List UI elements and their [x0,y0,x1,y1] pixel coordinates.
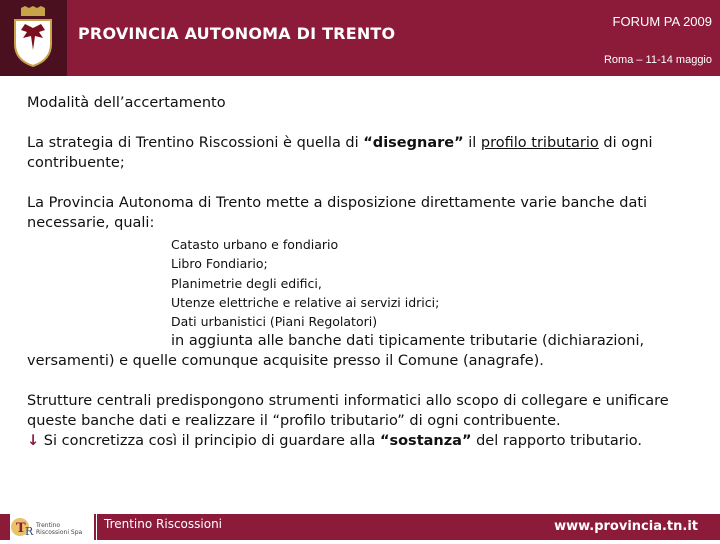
svg-text:Trentino: Trentino [36,522,61,529]
paragraph-conclusion [27,431,697,451]
list-item: Catasto urbano e fondiario [171,237,339,252]
paragraph-additional: in aggiunta alle banche dati tipicamente tributarie (dichiarazioni, versamenti) e quelle comunque acquisite presso il Comune (anagrafe). [27,333,645,370]
slide-content [27,93,697,451]
footer-website-link[interactable]: www.provincia.tn.it [554,519,698,534]
text-segment: del rapporto tributario. [471,433,642,450]
header-bar [0,0,720,76]
svg-text:Riscossioni Spa: Riscossioni Spa [36,529,83,536]
list-item: Libro Fondiario; [171,256,268,272]
emphasis-disegnare: “disegnare” [363,135,464,151]
svg-text:T: T [16,521,26,536]
emphasis-sostanza: “sostanza” [379,433,472,450]
organization-name: PROVINCIA AUTONOMA DI TRENTO [78,24,396,43]
underlined-profilo-tributario: profilo tributario [480,135,599,151]
paragraph-databases: La Provincia Autonoma di Trento mette a disposizione direttamente varie banche dati necessarie, quali: [27,195,648,231]
text-segment: di ogni contribuente; [27,135,653,171]
list-item: Dati urbanistici (Piani Regolatori) [171,314,378,330]
event-title: FORUM PA 2009 [612,14,712,29]
paragraph-structures: Strutture centrali predispongono strumenti informatici allo scopo di collegare e unificare queste banche dati e realizzare il “profilo tributario” di ogni contribuente. [27,393,669,430]
text-segment: il [463,135,481,151]
footer-divider [96,514,97,540]
paragraph-strategy [27,133,697,173]
section-title: Modalità dell’accertamento [27,95,226,111]
list-item: Utenze elettriche e relative ai servizi idrici; [171,294,440,310]
svg-text:R: R [25,525,34,538]
database-list [171,235,697,331]
footer-label: Trentino Riscossioni [104,517,223,531]
trentino-riscossioni-logo [10,514,94,540]
crest-container [0,0,67,76]
event-dates: Roma – 11-14 maggio [603,54,712,66]
text-segment: La strategia di Trentino Riscossioni è quella di [27,135,364,151]
arrow-down-icon: ↓ [27,433,40,450]
trentino-riscossioni-logo-icon [10,514,94,540]
eagle-crest-icon [9,6,57,68]
list-item: Planimetrie degli edifici, [171,275,322,291]
text-segment: Si concretizza così il principio di guardare alla [39,433,380,450]
